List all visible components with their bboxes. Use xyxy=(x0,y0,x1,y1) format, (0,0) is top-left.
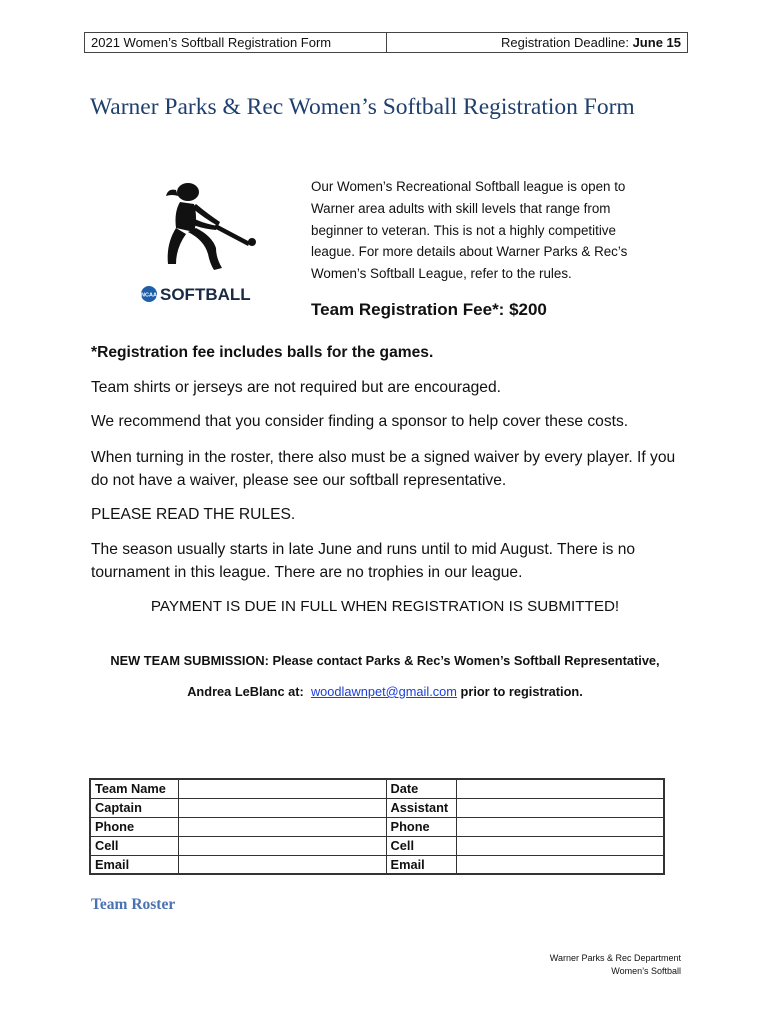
field-label: Cell xyxy=(90,836,179,855)
field-label: Cell xyxy=(386,836,456,855)
field-input[interactable] xyxy=(457,817,664,836)
intro-text: Our Women’s Recreational Softball league is open to Warner area adults with skill levels that range from beginner to veteran. This is not a highly competitive league. For more details about Warner Parks & Rec’s Women’s Softball League, refer to the rules. xyxy=(311,179,628,282)
contact-prefix: Andrea LeBlanc at: xyxy=(187,684,304,699)
team-roster-heading: Team Roster xyxy=(91,896,176,913)
page-footer xyxy=(550,952,681,978)
rules-text: PLEASE READ THE RULES. xyxy=(91,506,296,523)
field-input[interactable] xyxy=(457,798,664,817)
document-title: Warner Parks & Rec Women’s Softball Registration Form xyxy=(90,94,635,120)
table-row xyxy=(90,855,664,874)
table-row xyxy=(90,817,664,836)
waiver-text: When turning in the roster, there also must be a signed waiver by every player. If you do not have a waiver, please see our softball representative. xyxy=(91,449,676,489)
registration-fee: Team Registration Fee*: $200 xyxy=(311,300,547,319)
page-header xyxy=(84,32,688,53)
field-label: Assistant xyxy=(386,798,456,817)
field-label: Phone xyxy=(90,817,179,836)
payment-notice: PAYMENT IS DUE IN FULL WHEN REGISTRATION IS SUBMITTED! xyxy=(150,598,620,615)
header-deadline xyxy=(387,33,687,52)
field-input[interactable] xyxy=(179,855,386,874)
field-label: Team Name xyxy=(90,779,179,798)
deadline-value: June 15 xyxy=(632,35,681,50)
logo-text: SOFTBALL xyxy=(160,285,251,304)
field-label: Captain xyxy=(90,798,179,817)
deadline-label: Registration Deadline: xyxy=(501,35,629,50)
shirts-text: Team shirts or jerseys are not required but are encouraged. xyxy=(91,379,501,396)
team-info-table xyxy=(89,778,665,875)
ncaa-badge: NCAA xyxy=(141,292,157,299)
field-input[interactable] xyxy=(179,836,386,855)
field-input[interactable] xyxy=(457,855,664,874)
footer-league: Women’s Softball xyxy=(611,966,681,976)
field-input[interactable] xyxy=(179,798,386,817)
softball-logo xyxy=(138,178,266,308)
table-row xyxy=(90,836,664,855)
field-input[interactable] xyxy=(457,779,664,798)
field-input[interactable] xyxy=(457,836,664,855)
season-text: The season usually starts in late June and runs until to mid August. There is no tournament in this league. There are no trophies in our league. xyxy=(91,541,636,581)
field-label: Date xyxy=(386,779,456,798)
table-row xyxy=(90,798,664,817)
field-input[interactable] xyxy=(179,779,386,798)
table-row xyxy=(90,779,664,798)
contact-suffix: prior to registration. xyxy=(460,684,583,699)
field-input[interactable] xyxy=(179,817,386,836)
sponsor-text: We recommend that you consider finding a sponsor to help cover these costs. xyxy=(91,413,629,430)
new-team-notice: NEW TEAM SUBMISSION: Please contact Parks & Rec’s Women’s Softball Representative, xyxy=(110,653,660,668)
batter-silhouette-icon xyxy=(138,178,266,308)
field-label: Phone xyxy=(386,817,456,836)
header-form-title: 2021 Women’s Softball Registration Form xyxy=(85,33,387,52)
fee-note: *Registration fee includes balls for the games. xyxy=(91,344,434,361)
field-label: Email xyxy=(90,855,179,874)
field-label: Email xyxy=(386,855,456,874)
email-link[interactable]: woodlawnpet@gmail.com xyxy=(310,684,457,699)
footer-department: Warner Parks & Rec Department xyxy=(549,953,681,963)
contact-line xyxy=(91,684,679,699)
